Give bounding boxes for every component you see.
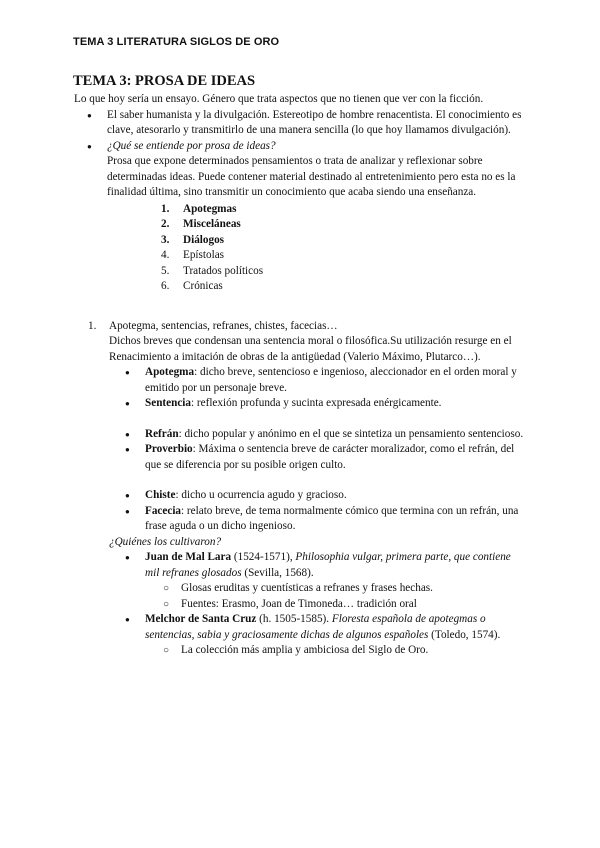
author-item: ● Melchor de Santa Cruz (h. 1505-1585). Floresta española de apotegmas o sentencias, sabia y graciosamente dichas de algunos españoles (Toledo, 1574). [145,612,525,643]
list-item: 6. Crónicas [161,280,223,292]
part-1 [88,319,525,659]
list-item: ○ La colección más amplia y ambiciosa del Siglo de Oro. [181,643,525,659]
list-item: 1. Apotegmas [161,202,237,215]
page-header: TEMA 3 LITERATURA SIGLOS DE ORO [73,36,280,48]
list-item: ● Refrán: dicho popular y anónimo en el que se sintetiza un pensamiento sentencioso. [145,427,525,443]
list-item: ○ Glosas eruditas y cuentísticas a refranes y frases hechas. [181,581,525,597]
prose-definition: Prosa que expone determinados pensamientos o trata de analizar y reflexionar sobre determinadas ideas. Puede contener material destinado al entretenimiento pero esta no es la finalidad última, sino transmitir un conocimiento que acaba siendo una enseñanza. [107,155,516,198]
who-question: ¿Quiénes los cultivaron? [109,535,222,548]
list-item: ○ Fuentes: Erasmo, Joan de Timoneda… tradición oral [181,597,525,613]
list-item: 4. Epístolas [161,249,225,261]
genres-list [161,202,525,295]
list-item: ● Chiste: dicho u ocurrencia agudo y gracioso. [145,488,525,504]
list-item: ● Apotegma: dicho breve, sentencioso e ingenioso, aleccionador en el orden moral y emitido por un personaje breve. [145,365,525,396]
document-body [73,72,525,659]
definitions-list [145,365,525,535]
list-item: ● Sentencia: reflexión profunda y sucinta expresada enérgicamente. [145,396,525,412]
bullet-question: ● ¿Qué se entiende por prosa de ideas? [107,139,523,155]
author-item: ● Juan de Mal Lara (1524-1571), Philosophia vulgar, primera parte, que contiene mil refranes glosados (Sevilla, 1568). [145,550,525,581]
list-item: ● Facecia: relato breve, de tema normalmente cómico que termina con un refrán, una frase aguda o un dicho ingenioso. [145,504,525,535]
bullet-humanist: ● El saber humanista y la divulgación. Estereotipo de hombre renacentista. El conocimiento es clave, atesorarlo y transmitirlo de una manera sencilla (lo que hoy llamamos divulgación). [107,108,523,139]
part-1-text: Dichos breves que condensan una sentencia moral o filosófica.Su utilización resurge en el Renacimiento a imitación de obras de la antigüedad (Valerio Máximo, Plutarco…). [109,335,512,363]
list-item: 5. Tratados políticos [161,264,264,277]
section-title: TEMA 3: PROSA DE IDEAS [73,73,256,89]
list-item: 2. Misceláneas [161,218,241,230]
authors-list [145,550,525,659]
list-item: 3. Diálogos [161,233,225,246]
part-1-heading: 1. Apotegma, sentencias, refranes, chistes, facecias… [88,319,338,332]
list-item: ● Proverbio: Máxima o sentencia breve de carácter moralizador, como el refrán, del que se diferencia por su posible origen culto. [145,442,525,473]
intro-paragraph: Lo que hoy sería un ensayo. Género que trata aspectos que no tienen que ver con la ficción. [74,93,484,105]
